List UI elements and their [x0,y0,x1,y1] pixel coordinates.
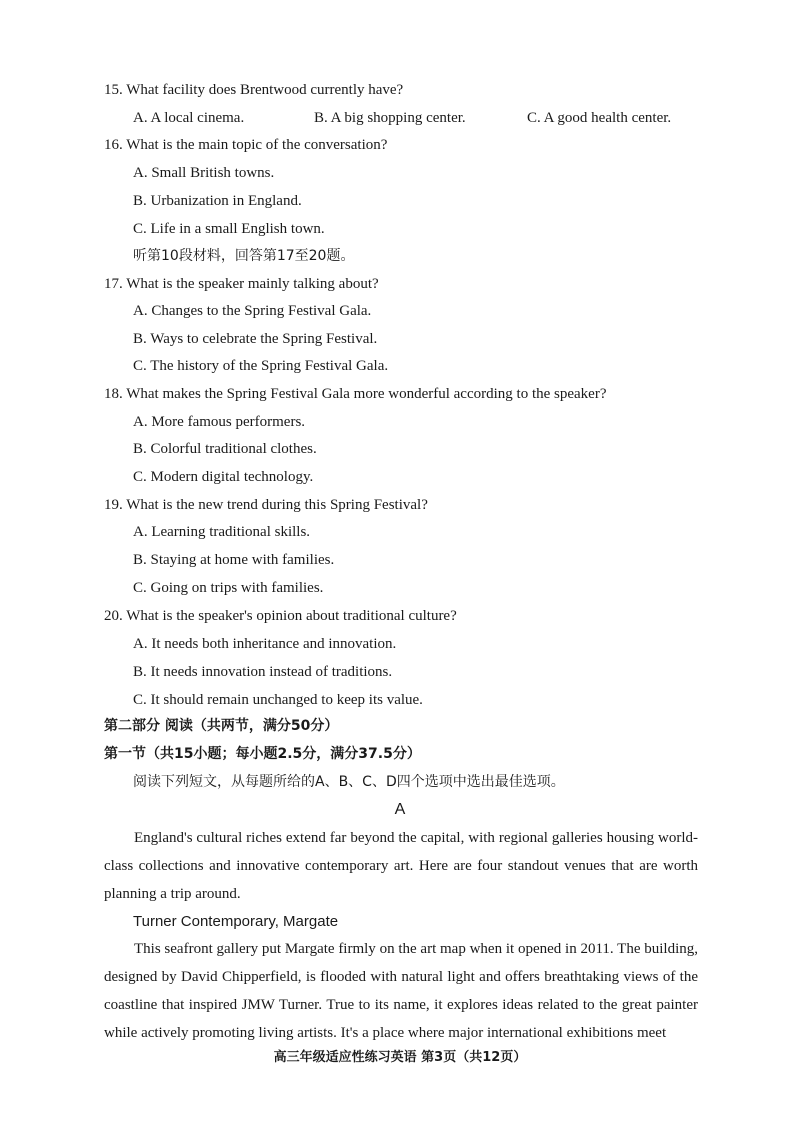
q20-option-c: C. It should remain unchanged to keep its value. [133,692,423,708]
page-footer: 高三年级适应性练习英语 第3页（共12页） [273,1050,527,1065]
q18-option-b: B. Colorful traditional clothes. [133,441,317,457]
q16-option-a: A. Small British towns. [133,165,275,181]
question-20: 20. What is the speaker's opinion about traditional culture? [104,608,457,624]
q20-option-b: B. It needs innovation instead of traditions. [133,664,393,680]
q15-option-b: B. A big shopping center. [314,110,466,126]
q17-option-a: A. Changes to the Spring Festival Gala. [133,303,372,319]
part-two-title: 第二部分 阅读（共两节，满分50分） [104,718,339,734]
question-19: 19. What is the new trend during this Spring Festival? [104,497,428,513]
question-17: 17. What is the speaker mainly talking about? [104,276,379,292]
section-one-title: 第一节（共15小题；每小题2.5分，满分37.5分） [104,746,421,762]
passage-letter: A [394,801,406,818]
passage-intro: England's cultural riches extend far beyond the capital, with regional galleries housing world-class collections and innovative contemporary art. Here are four standout venues that are worth planning a trip around. [104,830,698,902]
q18-option-c: C. Modern digital technology. [133,469,314,485]
reading-instruction: 阅读下列短文，从每题所给的A、B、C、D四个选项中选出最佳选项。 [133,774,565,790]
listening-instruction-10: 听第10段材料，回答第17至20题。 [133,248,355,264]
venue-heading: Turner Contemporary, Margate [133,913,339,930]
q18-option-a: A. More famous performers. [133,414,306,430]
question-16: 16. What is the main topic of the conversation? [104,137,388,153]
q17-option-b: B. Ways to celebrate the Spring Festival. [133,331,378,347]
q19-option-b: B. Staying at home with families. [133,552,335,568]
q16-option-c: C. Life in a small English town. [133,221,325,237]
q19-option-a: A. Learning traditional skills. [133,524,311,540]
venue-paragraph: This seafront gallery put Margate firmly on the art map when it opened in 2011. The building, designed by David Chipperfield, is flooded with natural light and offers breathtaking views of the coastline that inspired JMW Turner. True to its name, it explores ideas related to the great painter while actively promoting living artists. It's a place where major international exhibitions meet [104,941,698,1041]
question-18: 18. What makes the Spring Festival Gala more wonderful according to the speaker? [104,386,607,402]
q17-option-c: C. The history of the Spring Festival Gala. [133,358,389,374]
q15-option-c: C. A good health center. [527,110,672,126]
q15-option-a: A. A local cinema. [133,110,245,126]
q20-option-a: A. It needs both inheritance and innovation. [133,636,397,652]
q16-option-b: B. Urbanization in England. [133,193,302,209]
q19-option-c: C. Going on trips with families. [133,580,324,596]
question-15: 15. What facility does Brentwood currently have? [104,82,404,98]
